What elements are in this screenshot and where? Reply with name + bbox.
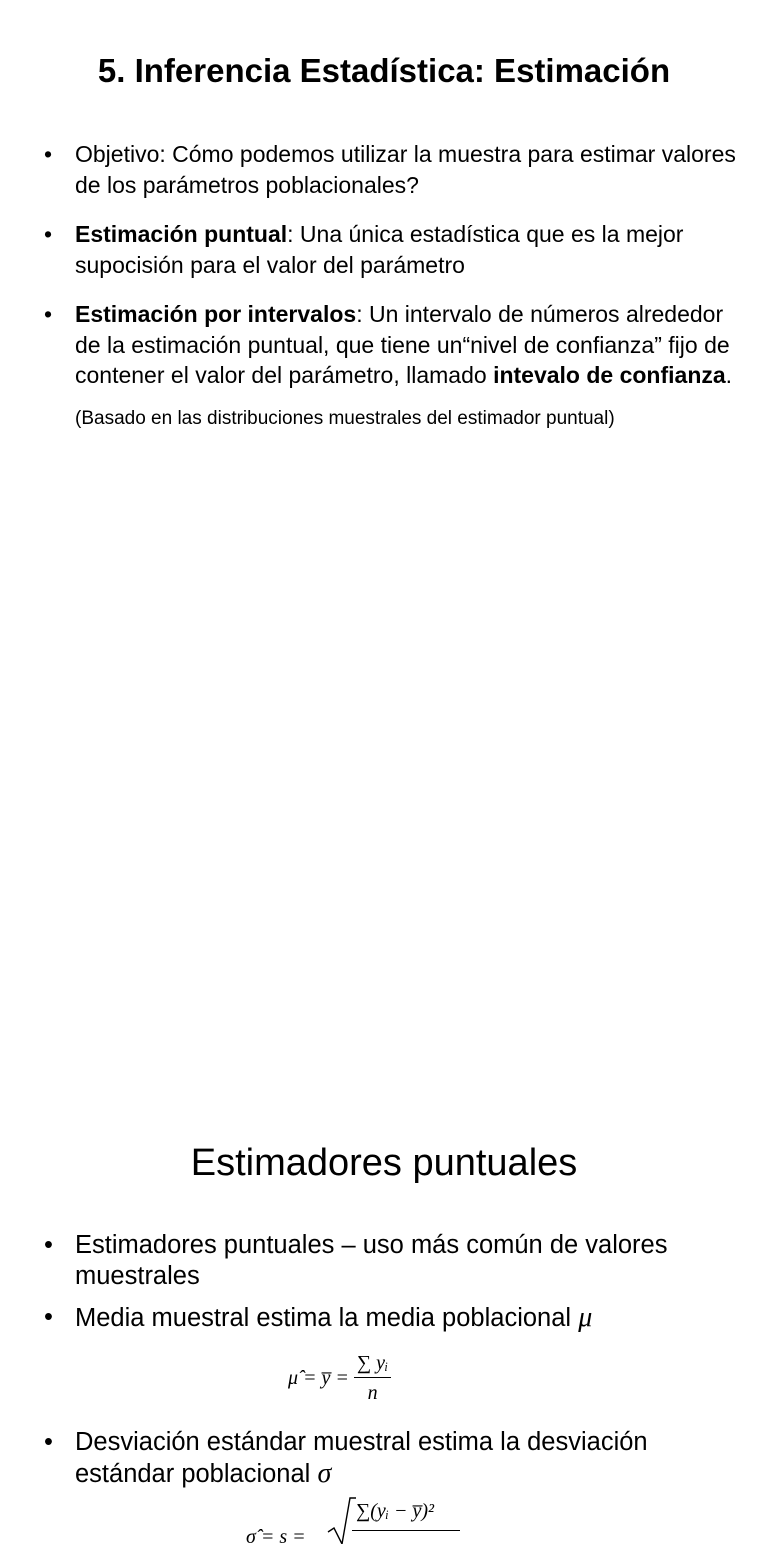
formula-lhs: σ̂ = s =: [246, 1526, 306, 1544]
formula-radicand: ∑(yᵢ − y̅)²: [356, 1500, 434, 1522]
bullet-term: intevalo de confianza: [493, 362, 726, 388]
formula-mean: [288, 1352, 488, 1405]
fraction-bar: [352, 1530, 460, 1531]
sigma-symbol: σ: [317, 1458, 332, 1489]
formula-lhs: μ̂ = y̅ =: [288, 1367, 349, 1389]
bullet-text: : Una única estadística que es la mejor supocisión para el valor del parámetro: [75, 221, 684, 278]
bullet-text: : Un intervalo de números alrededor de la estimación puntual, que tiene un“nivel de confianza” fijo de contener el valor del parámetro, llamado: [75, 301, 730, 388]
bullet-text: Media muestral estima la media poblacional: [75, 1304, 572, 1332]
formula-denominator: n: [367, 1382, 378, 1404]
slide-title: Estimadores puntuales: [190, 1142, 578, 1184]
slide-title: 5. Inferencia Estadística: Estimación: [97, 52, 671, 89]
bullet-term: Estimación por intervalos: [75, 301, 357, 327]
slide-estimadores: [0, 520, 768, 1544]
slide-inferencia: [0, 0, 768, 520]
bullet-text: Desviación estándar muestral estima la desviación estándar poblacional: [75, 1428, 648, 1488]
bullet-list: [44, 139, 744, 451]
mu-symbol: μ: [578, 1302, 593, 1333]
formula-fraction: [354, 1352, 391, 1405]
note-text-content: (Basado en las distribuciones muestrales del estimador puntual): [75, 407, 615, 429]
bullet-text: Estimadores puntuales – uso más común de valores muestrales: [75, 1231, 668, 1290]
list-item: [44, 1302, 744, 1334]
list-item: [44, 1230, 744, 1292]
bullet-term: Estimación puntual: [75, 221, 288, 247]
bullet-list: [44, 1427, 744, 1490]
note-text: [44, 405, 744, 432]
bullet-text: Objetivo: Cómo podemos utilizar la muestra para estimar valores de los parámetros poblacionales?: [75, 141, 736, 198]
bullet-text: .: [725, 362, 733, 388]
radical-sign: [326, 1496, 356, 1544]
formula-numerator: ∑ yᵢ: [354, 1352, 391, 1378]
list-item: [44, 1427, 744, 1490]
list-item: [44, 299, 744, 391]
list-item: [44, 139, 744, 200]
list-item: [44, 219, 744, 280]
formula-std: [246, 1496, 506, 1544]
bullet-list: [44, 1230, 744, 1334]
